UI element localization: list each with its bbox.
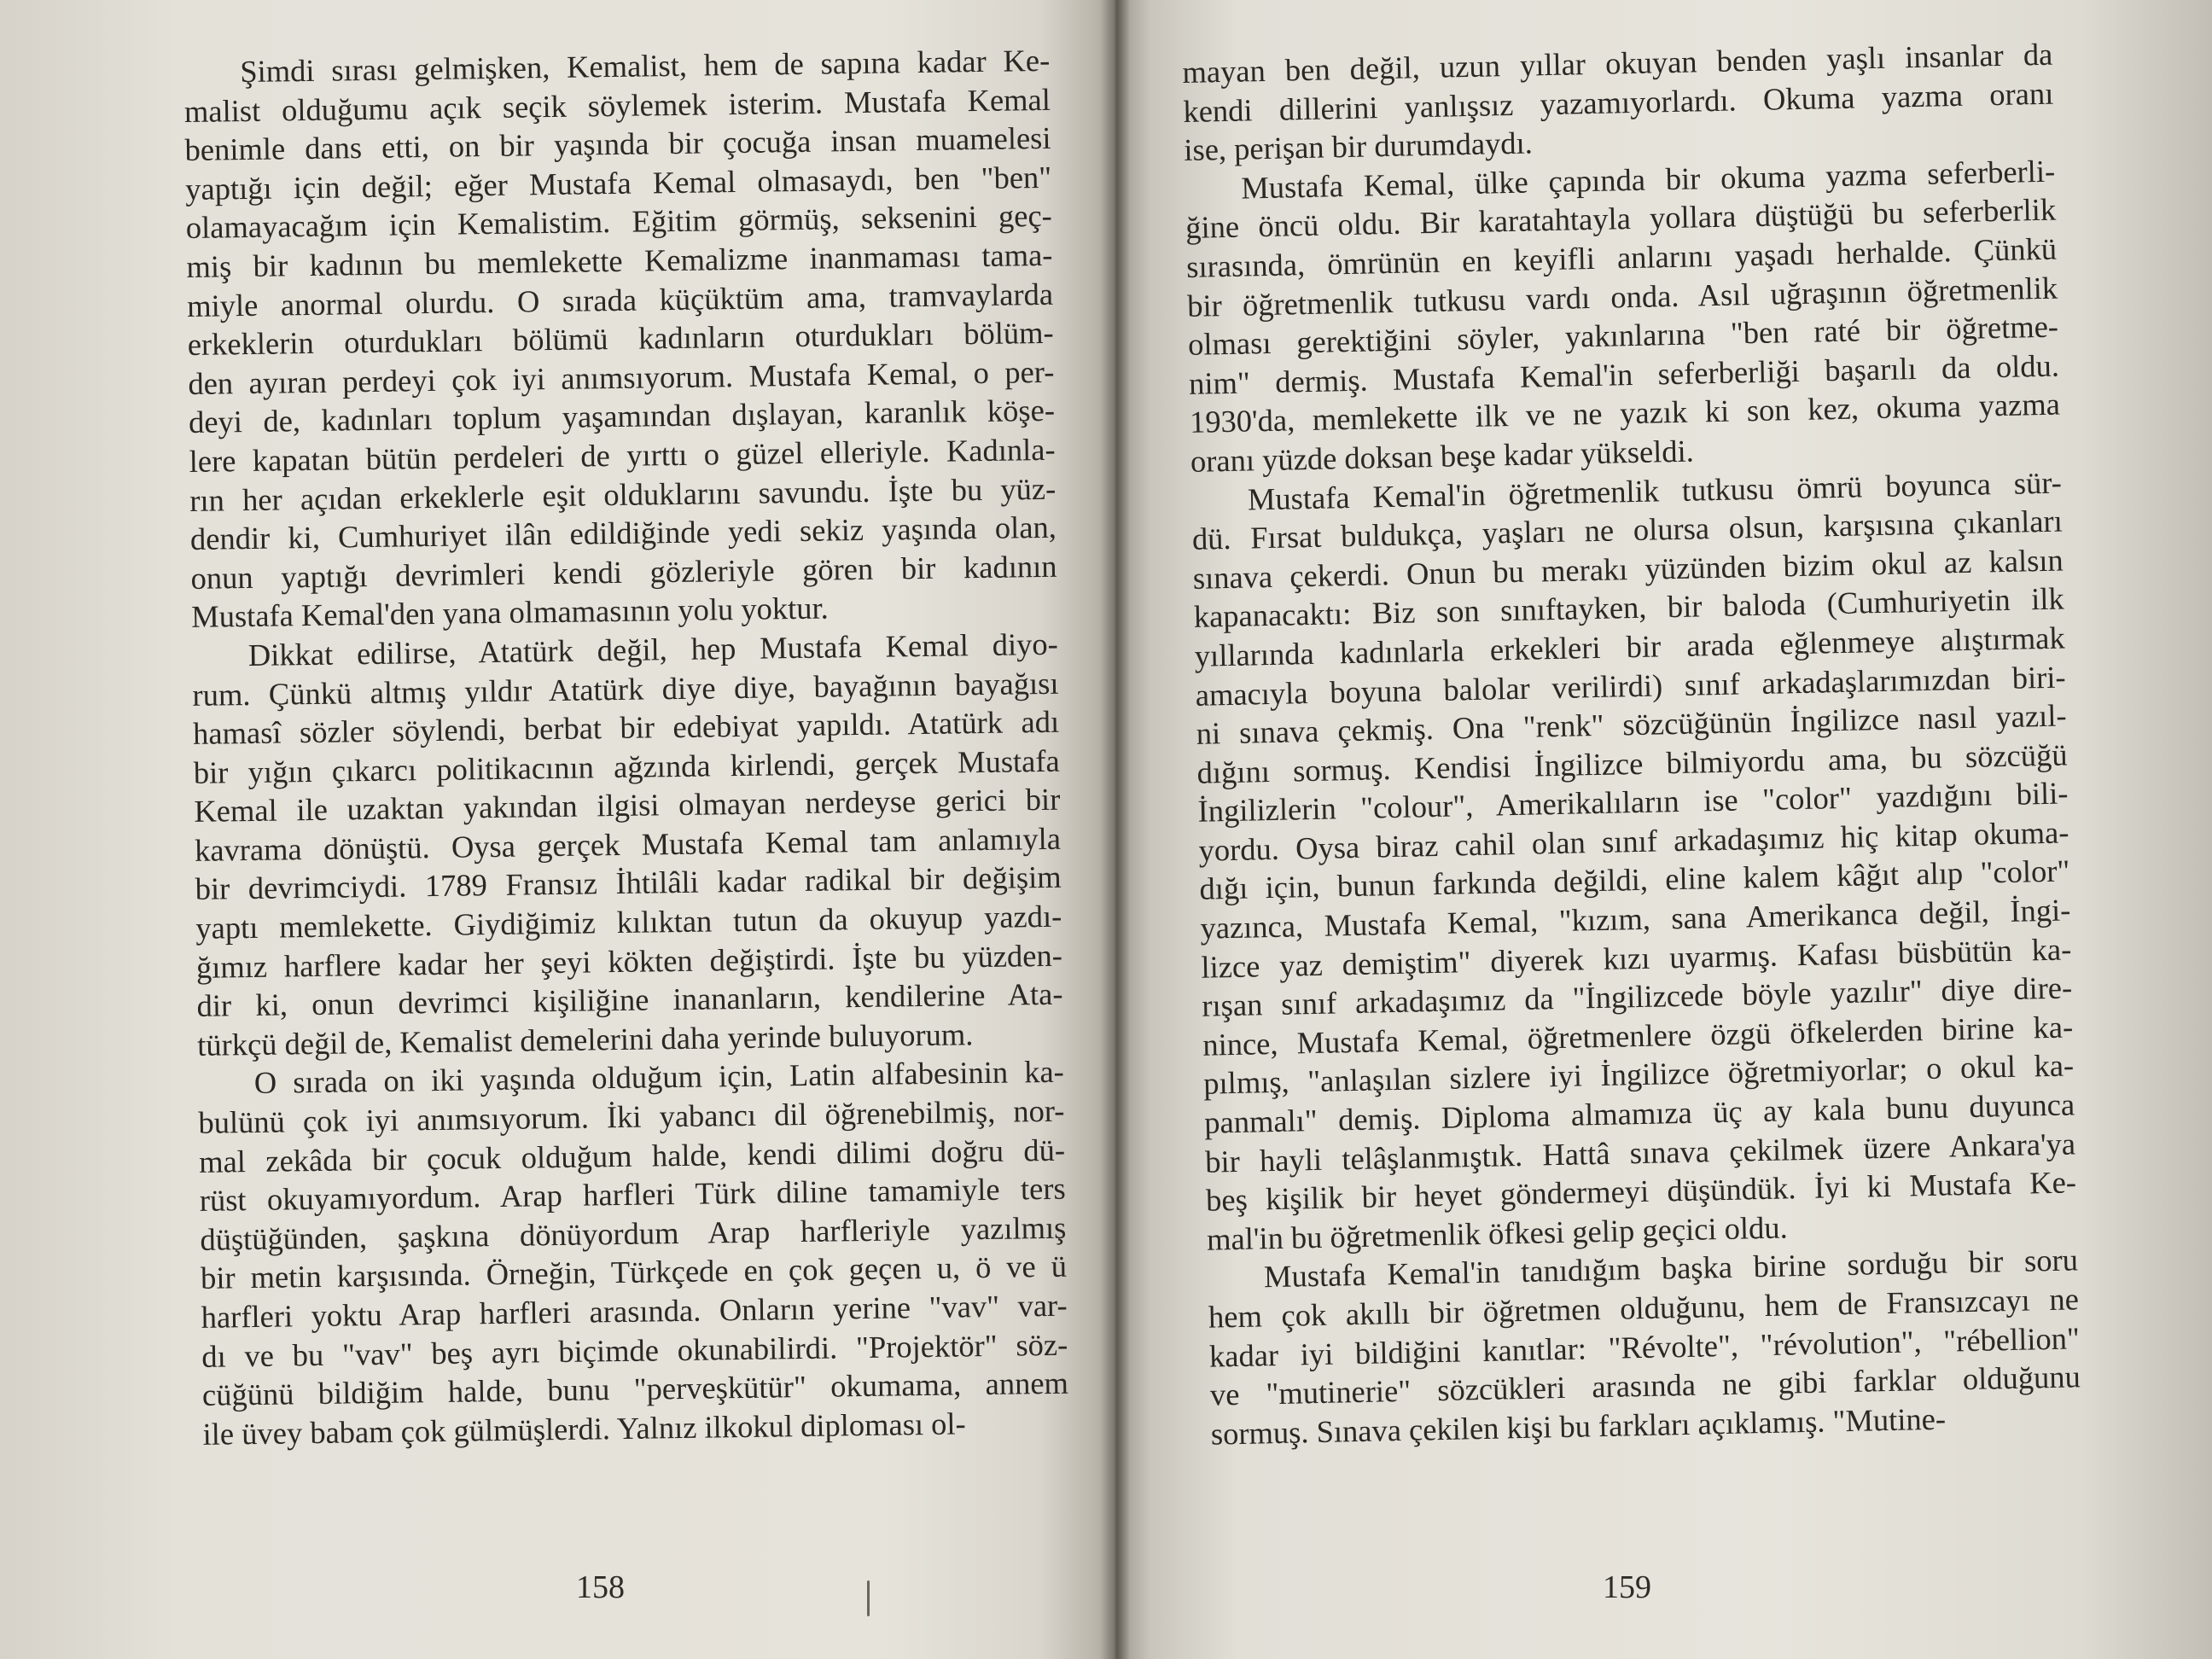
text-line: benimle dans etti, on bir yaşında bir çocuğa insan muamelesi [184,120,1051,168]
right-page-number: 159 [1603,1569,1651,1605]
text-line: lizce yaz demiştim" diyerek kızı uyarmış. Kafası büsbütün ka- [1201,931,2072,985]
text-line: Şimdi sırası gelmişken, Kemalist, hem de sapına kadar Ke- [240,42,1051,90]
text-line: panmalı" demiş. Diploma almamıza üç ay kala bunu duyunca [1203,1086,2075,1140]
text-line: oranı yüzde doksan beşe kadar yükseldi. [1190,433,1695,479]
text-line: dir ki, onun devrimci kişiliğine inananların, kendilerine Ata- [196,975,1063,1024]
text-line: dü. Fırsat buldukça, yaşları ne olursa olsun, karşısına çıkanları [1191,503,2064,556]
text-line: sırasında, ömrünün en keyifli anlarını yaşadı herhalde. Çünkü [1185,230,2058,284]
text-line: onun yaptığı devrimleri kendi gözleriyle gören bir kadının [190,548,1057,596]
text-line: olamayacağım için Kemalistim. Eğitim görmüş, seksenini geç- [185,198,1053,246]
text-line: mayan ben değil, uzun yıllar okuyan benden yaşlı insanlar da [1182,36,2053,90]
text-line: malist olduğumu açık seçik söylemek isterim. Mustafa Kemal [183,81,1051,129]
text-line: dığı için, bunun farkında değildi, eline kalem kâğıt alıp "color" [1199,853,2070,907]
text-line: bir yığın çıkarcı politikacının ağzında kirlendi, gerçek Mustafa [193,742,1060,790]
text-line: sormuş. Sınava çekilen kişi bu farkları açıklamış. "Mutine- [1210,1400,1947,1452]
text-line: O sırada on iki yaşında olduğum için, Latin alfabesinin ka- [253,1054,1065,1101]
text-line: harfleri yoktu Arap harfleri arasında. Onların yerine "vav" var- [201,1287,1068,1335]
text-line: cüğünü bildiğim halde, bunu "perveşkütür" okumama, annem [201,1365,1069,1413]
text-line: yordu. Oysa biraz cahil olan sınıf arkadaşımız hiç kitap okuma- [1198,814,2069,868]
text-line: nince, Mustafa Kemal, öğretmenlere özgü öfkelerden birine ka- [1202,1009,2074,1062]
text-line: İngilizlerin "colour", Amerikalıların ise "color" yazdığını bili- [1197,775,2069,830]
text-line: dığını sormuş. Kendisi İngilizce bilmiyordu ama, bu sözcüğü [1196,736,2068,790]
text-line: Mustafa Kemal, ülke çapında bir okuma yazma seferberli- [1240,153,2056,206]
text-line: 1930'da, memlekette ilk ve ne yazık ki son kez, okuma yazma [1189,386,2061,440]
text-line: Mustafa Kemal'den yana olmamasının yolu yoktur. [190,590,830,635]
text-line: yaptığı için değil; eğer Mustafa Kemal olmasaydı, ben "ben" [184,159,1052,207]
text-line: bir metin karşısında. Örneğin, Türkçede en çok geçen u, ö ve ü [200,1249,1068,1296]
text-line: dendir ki, Cumhuriyet ilân edildiğinde yedi sekiz yaşında olan, [189,509,1057,557]
text-line: rum. Çünkü altmış yıldır Atatürk diye diye, bayağının bayağısı [192,665,1059,713]
text-line: Mustafa Kemal'in tanıdığım başka birine sorduğu bir soru [1263,1242,2079,1295]
text-line: den ayıran perdeyi çok iyi anımsıyorum. Mustafa Kemal, o per- [188,353,1055,401]
text-line: miyle anormal olurdu. O sırada küçüktüm ama, tramvaylarda [186,276,1054,323]
text-line: rın her açıdan erkeklerle eşit olduklarını savundu. İşte bu yüz- [189,470,1057,518]
paper-mark [867,1580,870,1616]
text-line: bulünü çok iyi anımsıyorum. İki yabancı dil öğrenebilmiş, nor- [198,1092,1065,1140]
text-line: pılmış, "anlaşılan sizlere iyi İngilizce öğretmiyorlar; o okul ka- [1202,1047,2075,1102]
text-line: rışan sınıf arkadaşımız da "İngilizcede böyle yazılır" diye dire- [1201,969,2073,1024]
text-line: bir devrimciydi. 1789 Fransız İhtilâli kadar radikal bir değişim [195,859,1062,907]
text-line: mal'in bu öğretmenlik öfkesi gelip geçici oldu. [1206,1209,1789,1257]
text-line: beş kişilik bir heyet göndermeyi düşündük. İyi ki Mustafa Ke- [1205,1164,2077,1218]
text-line: kavrama dönüştü. Oysa gerçek Mustafa Kemal tam anlamıyla [194,820,1062,868]
text-line: bir hayli telâşlanmıştık. Hattâ sınava çekilmek üzere Ankara'ya [1204,1125,2076,1179]
text-line: ğine öncü oldu. Bir karatahtayla yollara düştüğü bu seferberlik [1185,191,2057,246]
text-line: erkeklerin oturdukları bölümü kadınların oturdukları bölüm- [187,314,1054,363]
text-line: hem çok akıllı bir öğretmen olduğunu, hem de Fransızcayı ne [1208,1281,2080,1335]
text-line: rüst okuyamıyordum. Arap harfleri Türk diline tamamiyle ters [199,1170,1066,1219]
left-page-number: 158 [576,1569,625,1605]
text-line: dı ve bu "vav" beş ayrı biçimde okunabilirdi. "Projektör" söz- [201,1326,1068,1374]
text-line: kadar iyi bildiğini kanıtlar: "Révolte", "révolution", "rébellion" [1208,1319,2081,1374]
text-line: hamasî sözler söylendi, berbat bir edebiyat yapıldı. Atatürk adı [192,703,1060,752]
text-line: sınava çekerdi. Onun bu merakı yüzünden bizim okul az kalsın [1192,542,2064,596]
right-page-body-text [1182,35,2081,1453]
text-line: olması gerektiğini söyler, yakınlarına "ben raté bir öğretme- [1187,308,2059,363]
text-line: ise, perişan bir durumdaydı. [1183,125,1534,168]
text-line: lere kapatan bütün perdeleri de yırttı o güzel elleriyle. Kadınla- [189,431,1056,479]
text-line: Kemal ile uzaktan yakından ilgisi olmayan nerdeyse gerici bir [194,782,1061,830]
left-page-body-text [183,41,1069,1453]
text-line: kendi dillerini yanlışsız yazamıyorlardı. Okuma yazma oranı [1182,75,2054,129]
text-line: Dikkat edilirse, Atatürk değil, hep Mustafa Kemal diyo- [247,626,1059,672]
text-line: ni sınava çekmiş. Ona "renk" sözcüğünün İngilizce nasıl yazıl- [1196,697,2067,751]
text-line: miş bir kadının bu memlekette Kemalizme inanmaması tama- [186,236,1053,284]
text-line: ğımız harflere kadar her şeyi kökten değiştirdi. İşte bu yüzden- [195,937,1063,985]
text-line: düştüğünden, şaşkına dönüyordum Arap harfleriyle yazılmış [200,1209,1067,1257]
text-line: nim" dermiş. Mustafa Kemal'in seferberliği başarılı da oldu. [1188,347,2060,401]
text-line: kapanacaktı: Biz son sınıftayken, bir baloda (Cumhuriyetin ilk [1193,580,2065,635]
text-line: amacıyla boyuna balolar verilirdi) sınıf arkadaşlarımızdan biri- [1195,658,2066,713]
text-line: yaptı memlekette. Giydiğimiz kılıktan tutun da okuyup yazdı- [195,898,1062,946]
text-line: deyi de, kadınları toplum yaşamından dışlayan, karanlık köşe- [188,393,1056,440]
text-line: yıllarında kadınlarla erkekleri bir arada eğlenmeye alıştırmak [1194,620,2065,673]
text-line: ile üvey babam çok gülmüşlerdi. Yalnız ilkokul diploması ol- [202,1406,966,1452]
text-line: bir öğretmenlik tutkusu vardı onda. Asıl uğraşının öğretmenlik [1186,270,2058,323]
text-line: yazınca, Mustafa Kemal, "kızım, sana Amerikanca değil, İngi- [1200,892,2071,946]
text-line: mal zekâda bir çocuk olduğum halde, kendi dilimi doğru dü- [198,1132,1066,1179]
text-line: Mustafa Kemal'in öğretmenlik tutkusu ömrü boyunca sür- [1247,464,2063,517]
text-line: türkçü değil de, Kemalist demelerini daha yerinde buluyorum. [196,1016,974,1062]
text-line: ve "mutinerie" sözcükleri arasında ne gibi farklar olduğunu [1209,1359,2081,1412]
right-page [1118,0,2212,1659]
